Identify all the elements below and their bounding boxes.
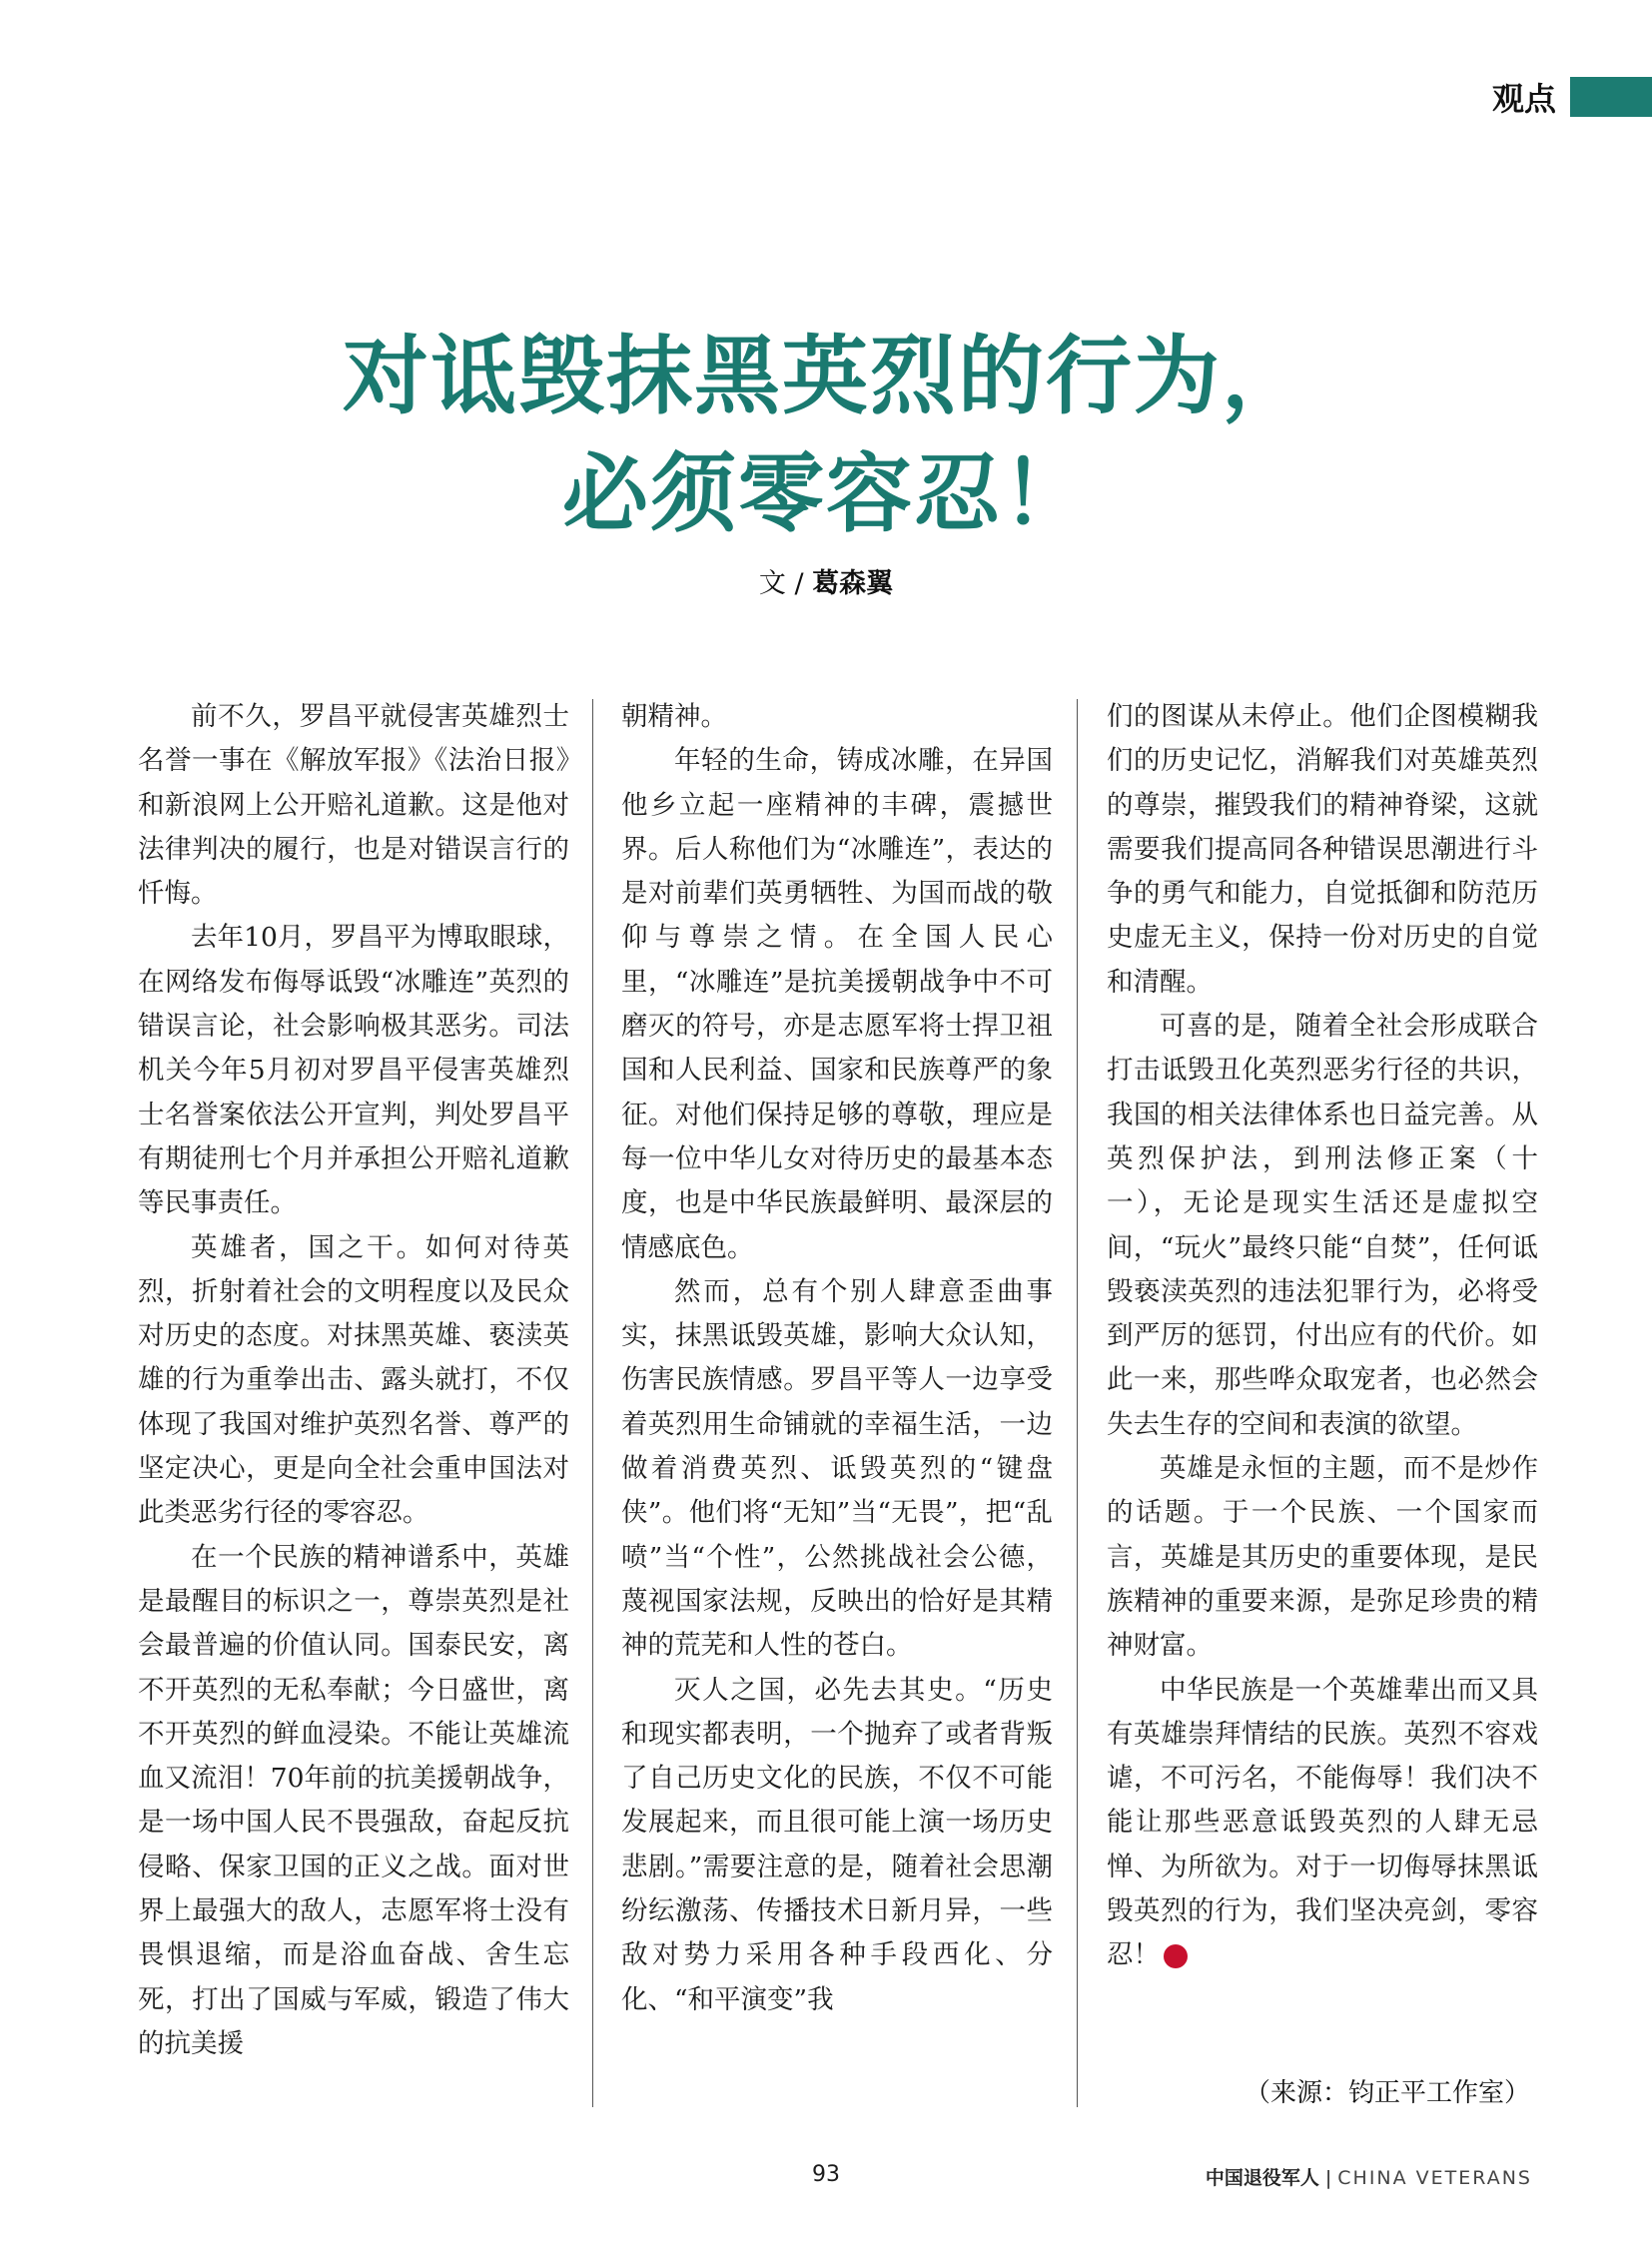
footer-separator: | <box>1324 2167 1332 2189</box>
paragraph: 去年10月，罗昌平为博取眼球，在网络发布侮辱诋毁“冰雕连”英烈的错误言论，社会影响极其恶劣。司法机关今年5月初对罗昌平侵害英雄烈士名誉案依法公开宣判，判处罗昌平有期徒刑七个月并承担公开赔礼道歉等民事责任。 <box>138 922 569 1219</box>
article-column-3 <box>1107 695 1538 1978</box>
paragraph: 灭人之国，必先去其史。“历史和现实都表明，一个抛弃了或者背叛了自己历史文化的民族，不仅不可能发展起来，而且很可能上演一场历史悲剧。”需要注意的是，随着社会思潮纷纭激荡、传播技术日新月异，一些敌对势力采用各种手段西化、分化、“和平演变”我 <box>621 1674 1053 2015</box>
paragraph: 然而，总有个别人肆意歪曲事实，抹黑诋毁英雄，影响大众认知，伤害民族情感。罗昌平等人一边享受着英烈用生命铺就的幸福生活，一边做着消费英烈、诋毁英烈的“键盘侠”。他们将“无知”当“无畏”，把“乱喷”当“个性”，公然挑战社会公德，蔑视国家法规，反映出的恰好是其精神的荒芜和人性的苍白。 <box>621 1275 1053 1662</box>
article-column-2 <box>621 695 1053 2022</box>
magazine-name-english: CHINA VETERANS <box>1337 2167 1532 2189</box>
footer-masthead <box>1206 2163 1532 2190</box>
paragraph: 英雄是永恒的主题，而不是炒作的话题。于一个民族、一个国家而言，英雄是其历史的重要体现，是民族精神的重要来源，是弥足珍贵的精神财富。 <box>1107 1453 1538 1662</box>
paragraph-last <box>1107 1669 1538 1978</box>
title-line-1: 对诋毁抹黑英烈的行为， <box>343 327 1309 426</box>
paragraph: 年轻的生命，铸成冰雕，在异国他乡立起一座精神的丰碑，震撼世界。后人称他们为“冰雕连”，表达的是对前辈们英勇牺牲、为国而战的敬仰与尊崇之情。在全国人民心里，“冰雕连”是抗美援朝战争中不可磨灭的符号，亦是志愿军将士捍卫祖国和人民利益、国家和民族尊严的象征。对他们保持足够的尊敬，理应是每一位中华儿女对待历史的最基本态度，也是中华民族最鲜明、最深层的情感底色。 <box>621 745 1053 1263</box>
byline-prefix: 文 / <box>758 568 813 599</box>
title-line-2: 必须零容忍！ <box>562 444 1090 544</box>
end-mark-icon: ▼ <box>1164 1944 1188 1968</box>
magazine-name: 中国退役军人 <box>1205 2167 1319 2189</box>
column-divider <box>1077 699 1078 2107</box>
article-title <box>0 318 1652 553</box>
section-label: 观点 <box>1491 80 1556 118</box>
paragraph-text: 中华民族是一个英雄辈出而又具有英雄崇拜情结的民族。英烈不容戏谑，不可污名，不能侮辱！我们决不能让那些恶意诋毁英烈的人肆无忌惮、为所欲为。对于一切侮辱抹黑诋毁英烈的行为，我们坚决亮剑，零容忍！ <box>1107 1674 1538 1971</box>
source-note: （来源：钧正平工作室） <box>1243 2078 1530 2108</box>
paragraph: 英雄者，国之干。如何对待英烈，折射着社会的文明程度以及民众对历史的态度。对抹黑英雄、亵渎英雄的行为重拳出击、露头就打，不仅体现了我国对维护英烈名誉、尊严的坚定决心，更是向全社会重申国法对此类恶劣行径的零容忍。 <box>138 1231 569 1529</box>
paragraph: 前不久，罗昌平就侵害英雄烈士名誉一事在《解放军报》《法治日报》和新浪网上公开赔礼道歉。这是他对法律判决的履行，也是对错误言行的忏悔。 <box>138 701 569 910</box>
section-tag <box>1492 74 1652 120</box>
byline-author: 葛森翼 <box>812 568 894 599</box>
page-number: 93 <box>812 2162 840 2187</box>
section-accent-bar <box>1570 77 1652 117</box>
paragraph-continued: 朝精神。 <box>621 701 727 732</box>
article-column-1 <box>138 695 569 2066</box>
byline <box>0 561 1652 600</box>
paragraph: 可喜的是，随着全社会形成联合打击诋毁丑化英烈恶劣行径的共识，我国的相关法律体系也日益完善。从英烈保护法，到刑法修正案（十一），无论是现实生活还是虚拟空间，“玩火”最终只能“自焚”，任何诋毁亵渎英烈的违法犯罪行为，必将受到严厉的惩罚，付出应有的代价。如此一来，那些哗众取宠者，也必然会失去生存的空间和表演的欲望。 <box>1107 1011 1538 1440</box>
column-divider <box>592 699 593 2107</box>
paragraph: 在一个民族的精神谱系中，英雄是最醒目的标识之一，尊崇英烈是社会最普遍的价值认同。国泰民安，离不开英烈的无私奉献；今日盛世，离不开英烈的鲜血浸染。不能让英雄流血又流泪！70年前的抗美援朝战争，是一场中国人民不畏强敌，奋起反抗侵略、保家卫国的正义之战。面对世界上最强大的敌人，志愿军将士没有畏惧退缩，而是浴血奋战、舍生忘死，打出了国威与军威，锻造了伟大的抗美援 <box>138 1541 569 2059</box>
paragraph-continued: 们的图谋从未停止。他们企图模糊我们的历史记忆，消解我们对英雄英烈的尊崇，摧毁我们的精神脊梁，这就需要我们提高同各种错误思潮进行斗争的勇气和能力，自觉抵御和防范历史虚无主义，保持一份对历史的自觉和清醒。 <box>1107 701 1538 998</box>
